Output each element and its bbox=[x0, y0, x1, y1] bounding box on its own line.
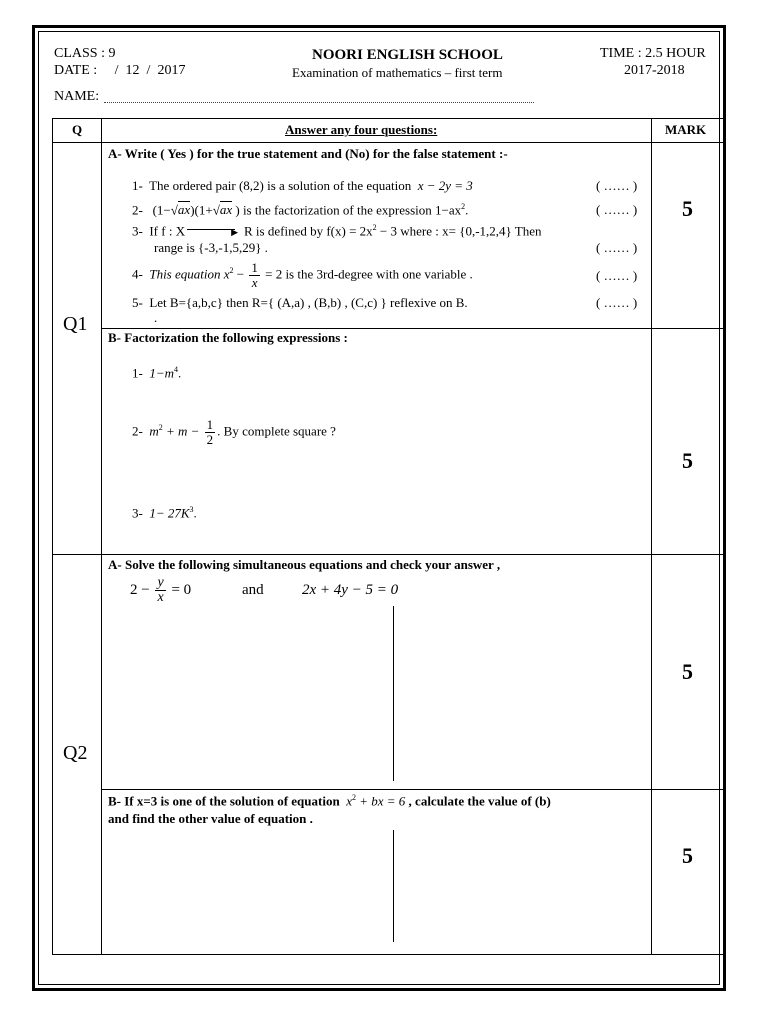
q1-a-answer-5[interactable]: ( …… ) bbox=[596, 295, 638, 310]
q1-a-title: A- Write ( Yes ) for the true statement and (No) for the false statement :- bbox=[108, 146, 508, 161]
q2-b-mark: 5 bbox=[682, 843, 693, 868]
q2-a-equation-2: 2x + 4y − 5 = 0 bbox=[302, 582, 399, 598]
name-label: NAME: bbox=[54, 89, 100, 104]
col-main-header: Answer any four questions: bbox=[285, 122, 438, 137]
q2-a-and: and bbox=[242, 582, 264, 598]
q2-b-title: B- If x=3 is one of the solution of equation $x^2$ + bx = 6 , calculate the value of (b) bbox=[108, 793, 551, 809]
q1-a-item-2: 2- (1−√ax)(1+√ax ) is the factorization of the expression $1-ax^2$. bbox=[132, 202, 469, 218]
q1-b-item-2: 2- $m^2 + m$ − $\frac{1}{2}$ . By complete square ? bbox=[132, 417, 336, 447]
q1-q2-divider bbox=[52, 554, 726, 555]
q1-b-title: B- Factorization the following expressions : bbox=[108, 330, 348, 345]
table-col-divider-1 bbox=[101, 118, 102, 955]
name-field[interactable] bbox=[104, 90, 534, 103]
col-mark-header: MARK bbox=[665, 122, 707, 137]
q2-a-equation-1: 2 − $\frac{y}{x}$ = 0 bbox=[130, 575, 192, 605]
q2-ab-divider bbox=[101, 789, 726, 790]
q1-a-answer-1[interactable]: ( …… ) bbox=[596, 178, 638, 193]
q1-a-item-5-trail: . bbox=[154, 310, 158, 325]
table-left-border bbox=[52, 118, 53, 955]
col-q-header: Q bbox=[72, 122, 83, 137]
table-right-border bbox=[725, 118, 726, 955]
q2-b-title-line2: and find the other value of equation . bbox=[108, 811, 313, 826]
q2-a-mark: 5 bbox=[682, 659, 693, 684]
q1-b-item-3: 3- $1- 27K^3$. bbox=[132, 505, 197, 521]
class-label: CLASS : 9 bbox=[54, 46, 116, 61]
q2-a-working-divider bbox=[393, 606, 394, 781]
school-name: NOORI ENGLISH SCHOOL bbox=[312, 47, 503, 63]
table-col-divider-2 bbox=[651, 118, 652, 955]
date-label: DATE : / 12 / 2017 bbox=[54, 63, 186, 78]
exam-title: Examination of mathematics – first term bbox=[292, 65, 503, 80]
time-label: TIME : 2.5 HOUR bbox=[600, 46, 706, 61]
q1-a-answer-3[interactable]: ( …… ) bbox=[596, 240, 638, 255]
q1-a-item-1: 1- The ordered pair (8,2) is a solution of the equation x − 2y = 3 bbox=[132, 178, 473, 193]
q1-a-item-3: 3- If f : X ▶ R is defined by $f(x) = 2x^2 - 3$ where : x= {0,-1,2,4} Then bbox=[132, 223, 542, 239]
q2-a-title: A- Solve the following simultaneous equations and check your answer , bbox=[108, 557, 501, 572]
q1-b-mark: 5 bbox=[682, 448, 693, 473]
q2-label: Q2 bbox=[63, 742, 88, 764]
q1-a-item-4: 4- This equation $x^2$ − $\frac{1}{x}$ = 2 is the 3rd-degree with one variable . bbox=[132, 260, 473, 290]
q1-label: Q1 bbox=[63, 313, 88, 335]
q2-b-working-divider bbox=[393, 830, 394, 942]
q1-a-mark: 5 bbox=[682, 196, 693, 221]
year-label: 2017-2018 bbox=[624, 63, 685, 78]
q1-a-answer-4[interactable]: ( …… ) bbox=[596, 268, 638, 283]
table-bottom-border bbox=[52, 954, 726, 955]
q1-ab-divider bbox=[101, 328, 726, 329]
q1-a-answer-2[interactable]: ( …… ) bbox=[596, 202, 638, 217]
q1-a-item-3-line2: range is {-3,-1,5,29} . bbox=[154, 240, 268, 255]
table-header-border bbox=[52, 142, 726, 143]
q1-b-item-1: 1- $1-m^4$. bbox=[132, 365, 182, 381]
q1-a-item-5: 5- Let B={a,b,c} then R={ (A,a) , (B,b) , (C,c) } reflexive on B. bbox=[132, 295, 468, 310]
table-top-border bbox=[52, 118, 726, 119]
